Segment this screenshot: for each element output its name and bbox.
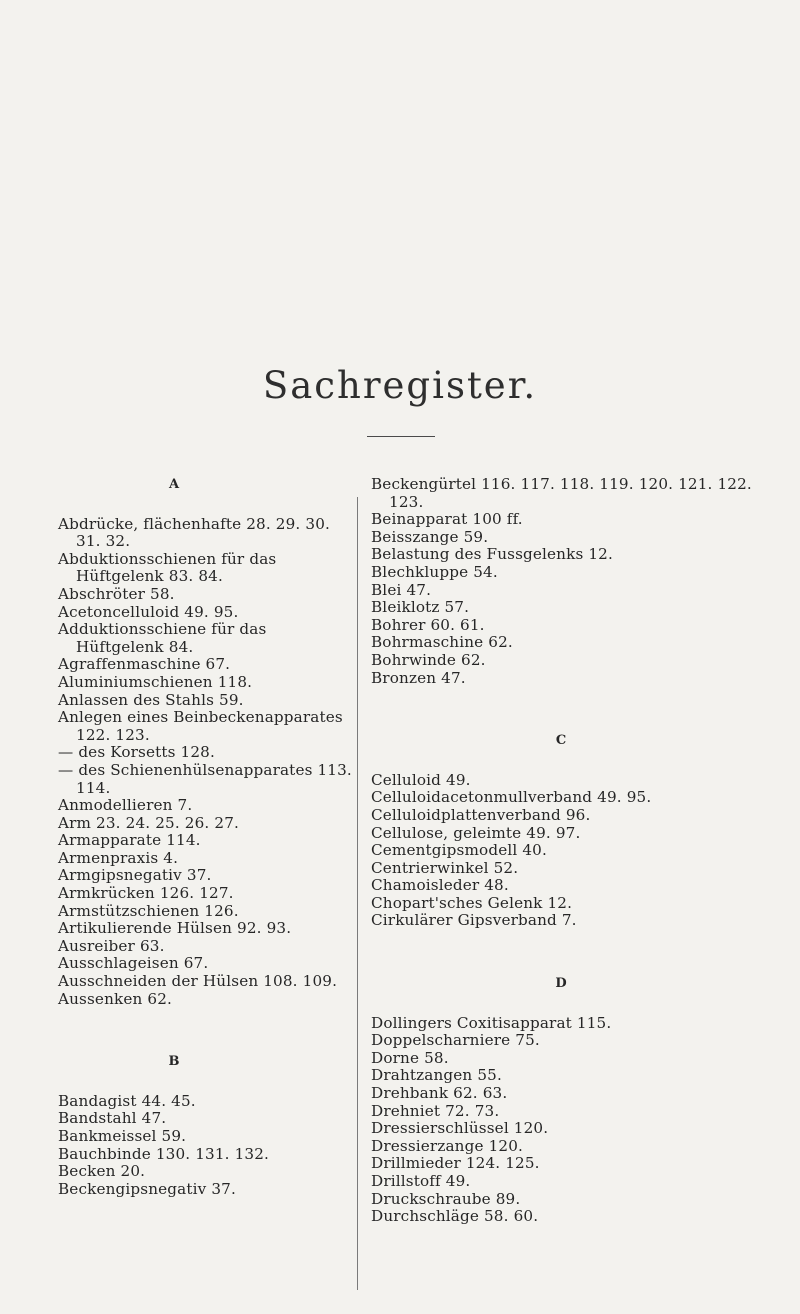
- index-entry: Chopart'sches Gelenk 12.: [371, 893, 573, 912]
- index-entry: Bankmeissel 59.: [58, 1127, 187, 1145]
- index-entry: Beckengürtel 116. 117. 118. 119. 120. 121. 122. 123.: [371, 475, 752, 511]
- section-letter-c: C: [555, 733, 567, 749]
- index-entry: Bohrmaschine 62.: [371, 633, 513, 652]
- index-entry: Artikulierende Hülsen 92. 93.: [58, 919, 292, 938]
- letter-gap: [58, 494, 352, 516]
- index-entry: Celluloidacetonmullverband 49. 95.: [371, 788, 652, 807]
- index-entry: Abdrücke, flächenhafte 28. 29. 30. 31. 32.: [58, 514, 330, 551]
- index-entry: Aluminiumschienen 118.: [58, 672, 253, 691]
- title-rule: [367, 436, 435, 437]
- letter-gap: [58, 1071, 352, 1093]
- page-title: Sachregister.: [262, 364, 538, 407]
- section-gap: [58, 1008, 352, 1053]
- index-entry: Cellulose, geleimte 49. 97.: [371, 823, 581, 842]
- index-entry: Armapparate 114.: [58, 831, 201, 850]
- index-entry: Belastung des Fussgelenks 12.: [371, 545, 613, 564]
- index-entry: Armstützschienen 126.: [58, 901, 239, 920]
- index-entry: Dressierschlüssel 120.: [371, 1119, 549, 1138]
- index-entry: Bronzen 47.: [371, 668, 466, 687]
- index-entry: — des Schienenhülsenapparates 113. 114.: [58, 760, 352, 797]
- index-entry: Drillstoff 49.: [371, 1172, 471, 1190]
- letter-gap: [371, 750, 761, 772]
- index-entry: Cirkulärer Gipsverband 7.: [371, 911, 577, 930]
- letter-gap: [371, 993, 761, 1015]
- index-entry: Adduktionsschiene für das Hüftgelenk 84.: [58, 620, 267, 656]
- index-entry: Ausschlageisen 67.: [58, 954, 209, 973]
- index-entry: Anlassen des Stahls 59.: [58, 690, 244, 709]
- index-entry: Drehbank 62. 63.: [371, 1084, 508, 1103]
- index-entry: Ausschneiden der Hülsen 108. 109.: [58, 972, 338, 991]
- right-column: [371, 476, 761, 1226]
- index-entry: Abschröter 58.: [58, 584, 175, 603]
- index-entry: Anmodellieren 7.: [58, 796, 193, 815]
- index-entry: Centrierwinkel 52.: [371, 858, 519, 877]
- index-entry: Bleiklotz 57.: [371, 598, 470, 617]
- index-entry: Dorne 58.: [371, 1048, 449, 1067]
- index-entry: — des Korsetts 128.: [58, 743, 215, 762]
- index-entry: Arm 23. 24. 25. 26. 27.: [58, 813, 239, 832]
- column-divider: [357, 497, 358, 1290]
- section-gap: [371, 687, 761, 732]
- index-entry: Durchschläge 58. 60.: [371, 1207, 539, 1226]
- index-entry: Celluloid 49.: [371, 770, 471, 789]
- index-entry: Doppelscharniere 75.: [371, 1031, 540, 1050]
- index-entry: Acetoncelluloid 49. 95.: [58, 602, 239, 621]
- index-entry: Bohrer 60. 61.: [371, 615, 485, 634]
- index-entry: Dollingers Coxitisapparat 115.: [371, 1013, 612, 1032]
- index-entry: Bandstahl 47.: [58, 1109, 167, 1128]
- index-entry: Cementgipsmodell 40.: [371, 841, 547, 860]
- section-gap: [371, 930, 761, 975]
- section-letter-d: D: [555, 976, 567, 992]
- index-entry: Druckschraube 89.: [371, 1189, 521, 1208]
- index-entry: Drillmieder 124. 125.: [371, 1154, 540, 1173]
- section-letter-b: B: [168, 1054, 180, 1070]
- index-entry: Drahtzangen 55.: [371, 1066, 502, 1085]
- index-entry: Abduktionsschienen für das Hüftgelenk 83. 84.: [58, 549, 277, 586]
- index-entry: Beinapparat 100 ff.: [371, 510, 523, 529]
- index-entry: Beckengipsnegativ 37.: [58, 1179, 236, 1198]
- section-letter-a: A: [168, 477, 180, 492]
- left-column: [58, 476, 352, 1198]
- index-entry: Dressierzange 120.: [371, 1136, 524, 1155]
- index-entry: Armkrücken 126. 127.: [58, 884, 234, 903]
- index-entry: Armgipsnegativ 37.: [58, 866, 212, 885]
- index-entry: Anlegen eines Beinbeckenapparates 122. 123.: [58, 708, 343, 744]
- index-entry: Celluloidplattenverband 96.: [371, 805, 591, 824]
- index-entry: Bohrwinde 62.: [371, 650, 486, 669]
- index-entry: Bandagist 44. 45.: [58, 1091, 196, 1110]
- index-entry: Becken 20.: [58, 1162, 146, 1181]
- index-entry: Blechkluppe 54.: [371, 562, 498, 581]
- index-entry: Beisszange 59.: [371, 527, 489, 546]
- index-entry: Armenpraxis 4.: [58, 848, 179, 867]
- index-entry: Chamoisleder 48.: [371, 876, 509, 895]
- index-entry: Drehniet 72. 73.: [371, 1101, 500, 1120]
- index-entry: Blei 47.: [371, 580, 432, 599]
- index-entry: Aussenken 62.: [58, 989, 173, 1008]
- index-entry: Agraffenmaschine 67.: [58, 655, 231, 674]
- index-entry: Ausreiber 63.: [58, 936, 165, 955]
- index-entry: Bauchbinde 130. 131. 132.: [58, 1144, 270, 1163]
